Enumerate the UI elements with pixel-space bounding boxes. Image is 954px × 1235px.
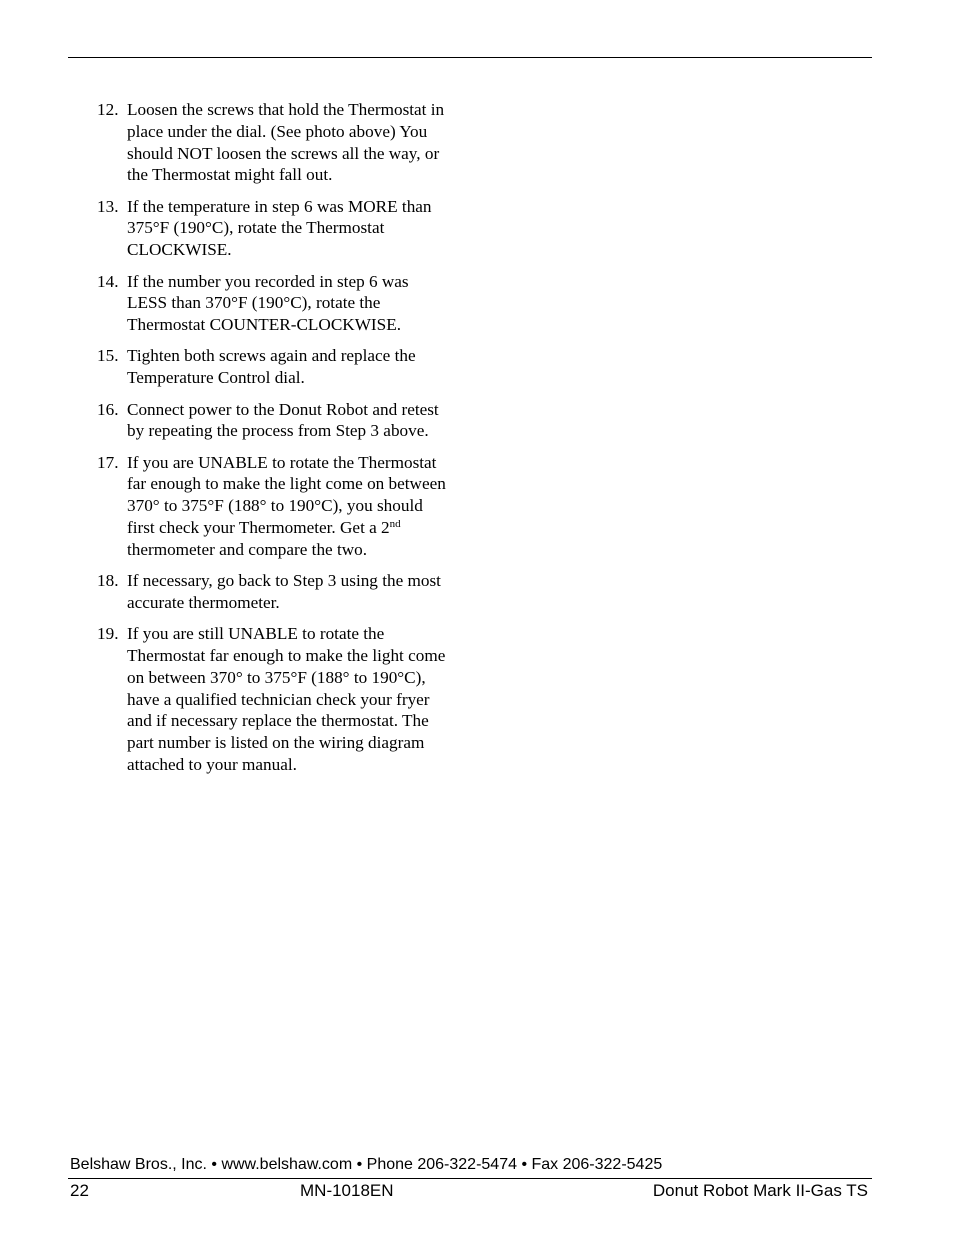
step-18 (97, 570, 447, 614)
step-16 (97, 399, 447, 443)
step-number: 19. (97, 624, 119, 644)
step-text: If necessary, go back to Step 3 using the most accurate thermometer. (127, 571, 441, 612)
step-number: 15. (97, 346, 119, 366)
step-13 (97, 196, 447, 261)
footer (70, 1180, 868, 1201)
step-text (127, 452, 447, 561)
step-19 (97, 623, 447, 776)
step-15 (97, 345, 447, 389)
step-text: If you are still UNABLE to rotate the Thermostat far enough to make the light come on between 370° to 375°F (188° to 190°C), have a qualified technician check your fryer and if necessary replace the thermostat. The part number is listed on the wiring diagram attached to your manual. (127, 624, 446, 775)
document-title: Donut Robot Mark II-Gas TS (652, 1181, 868, 1200)
step-number: 17. (97, 452, 119, 472)
step-number: 12. (97, 100, 119, 119)
step-text: Connect power to the Donut Robot and retest by repeating the process from Step 3 above. (127, 399, 439, 441)
ordinal-suffix: nd (389, 518, 401, 531)
step-number: 14. (97, 271, 119, 291)
step-14 (97, 271, 447, 336)
step-text-part: If you are UNABLE to rotate the Thermostat far enough to make the light come on between 370° to 375°F (188° to 190°C), you should first check your Thermometer. Get a 2 (127, 452, 446, 538)
header-rule (68, 57, 872, 58)
step-text-part: thermometer and compare the two. (127, 539, 368, 559)
step-text: Loosen the screws that hold the Thermostat in place under the dial. (See photo above) You should NOT loosen the screws all the way, or the Thermostat might fall out. (127, 100, 445, 185)
step-text: If the number you recorded in step 6 was LESS than 370°F (190°C), rotate the Thermostat COUNTER-CLOCKWISE. (127, 271, 409, 335)
procedure-steps (97, 99, 447, 785)
footer-company-line: Belshaw Bros., Inc. • www.belshaw.com • Phone 206-322-5474 • Fax 206-322-5425 (70, 1156, 663, 1173)
step-number: 13. (97, 196, 119, 216)
footer-rule (68, 1178, 872, 1179)
step-text: If the temperature in step 6 was MORE than 375°F (190°C), rotate the Thermostat CLOCKWISE. (127, 196, 432, 260)
step-17 (97, 452, 447, 561)
step-12 (97, 99, 447, 186)
page-number: 22 (70, 1181, 89, 1200)
step-number: 16. (97, 399, 119, 419)
step-number: 18. (97, 571, 119, 591)
document-number: MN-1018EN (300, 1181, 394, 1200)
step-text: Tighten both screws again and replace the Temperature Control dial. (127, 346, 416, 388)
